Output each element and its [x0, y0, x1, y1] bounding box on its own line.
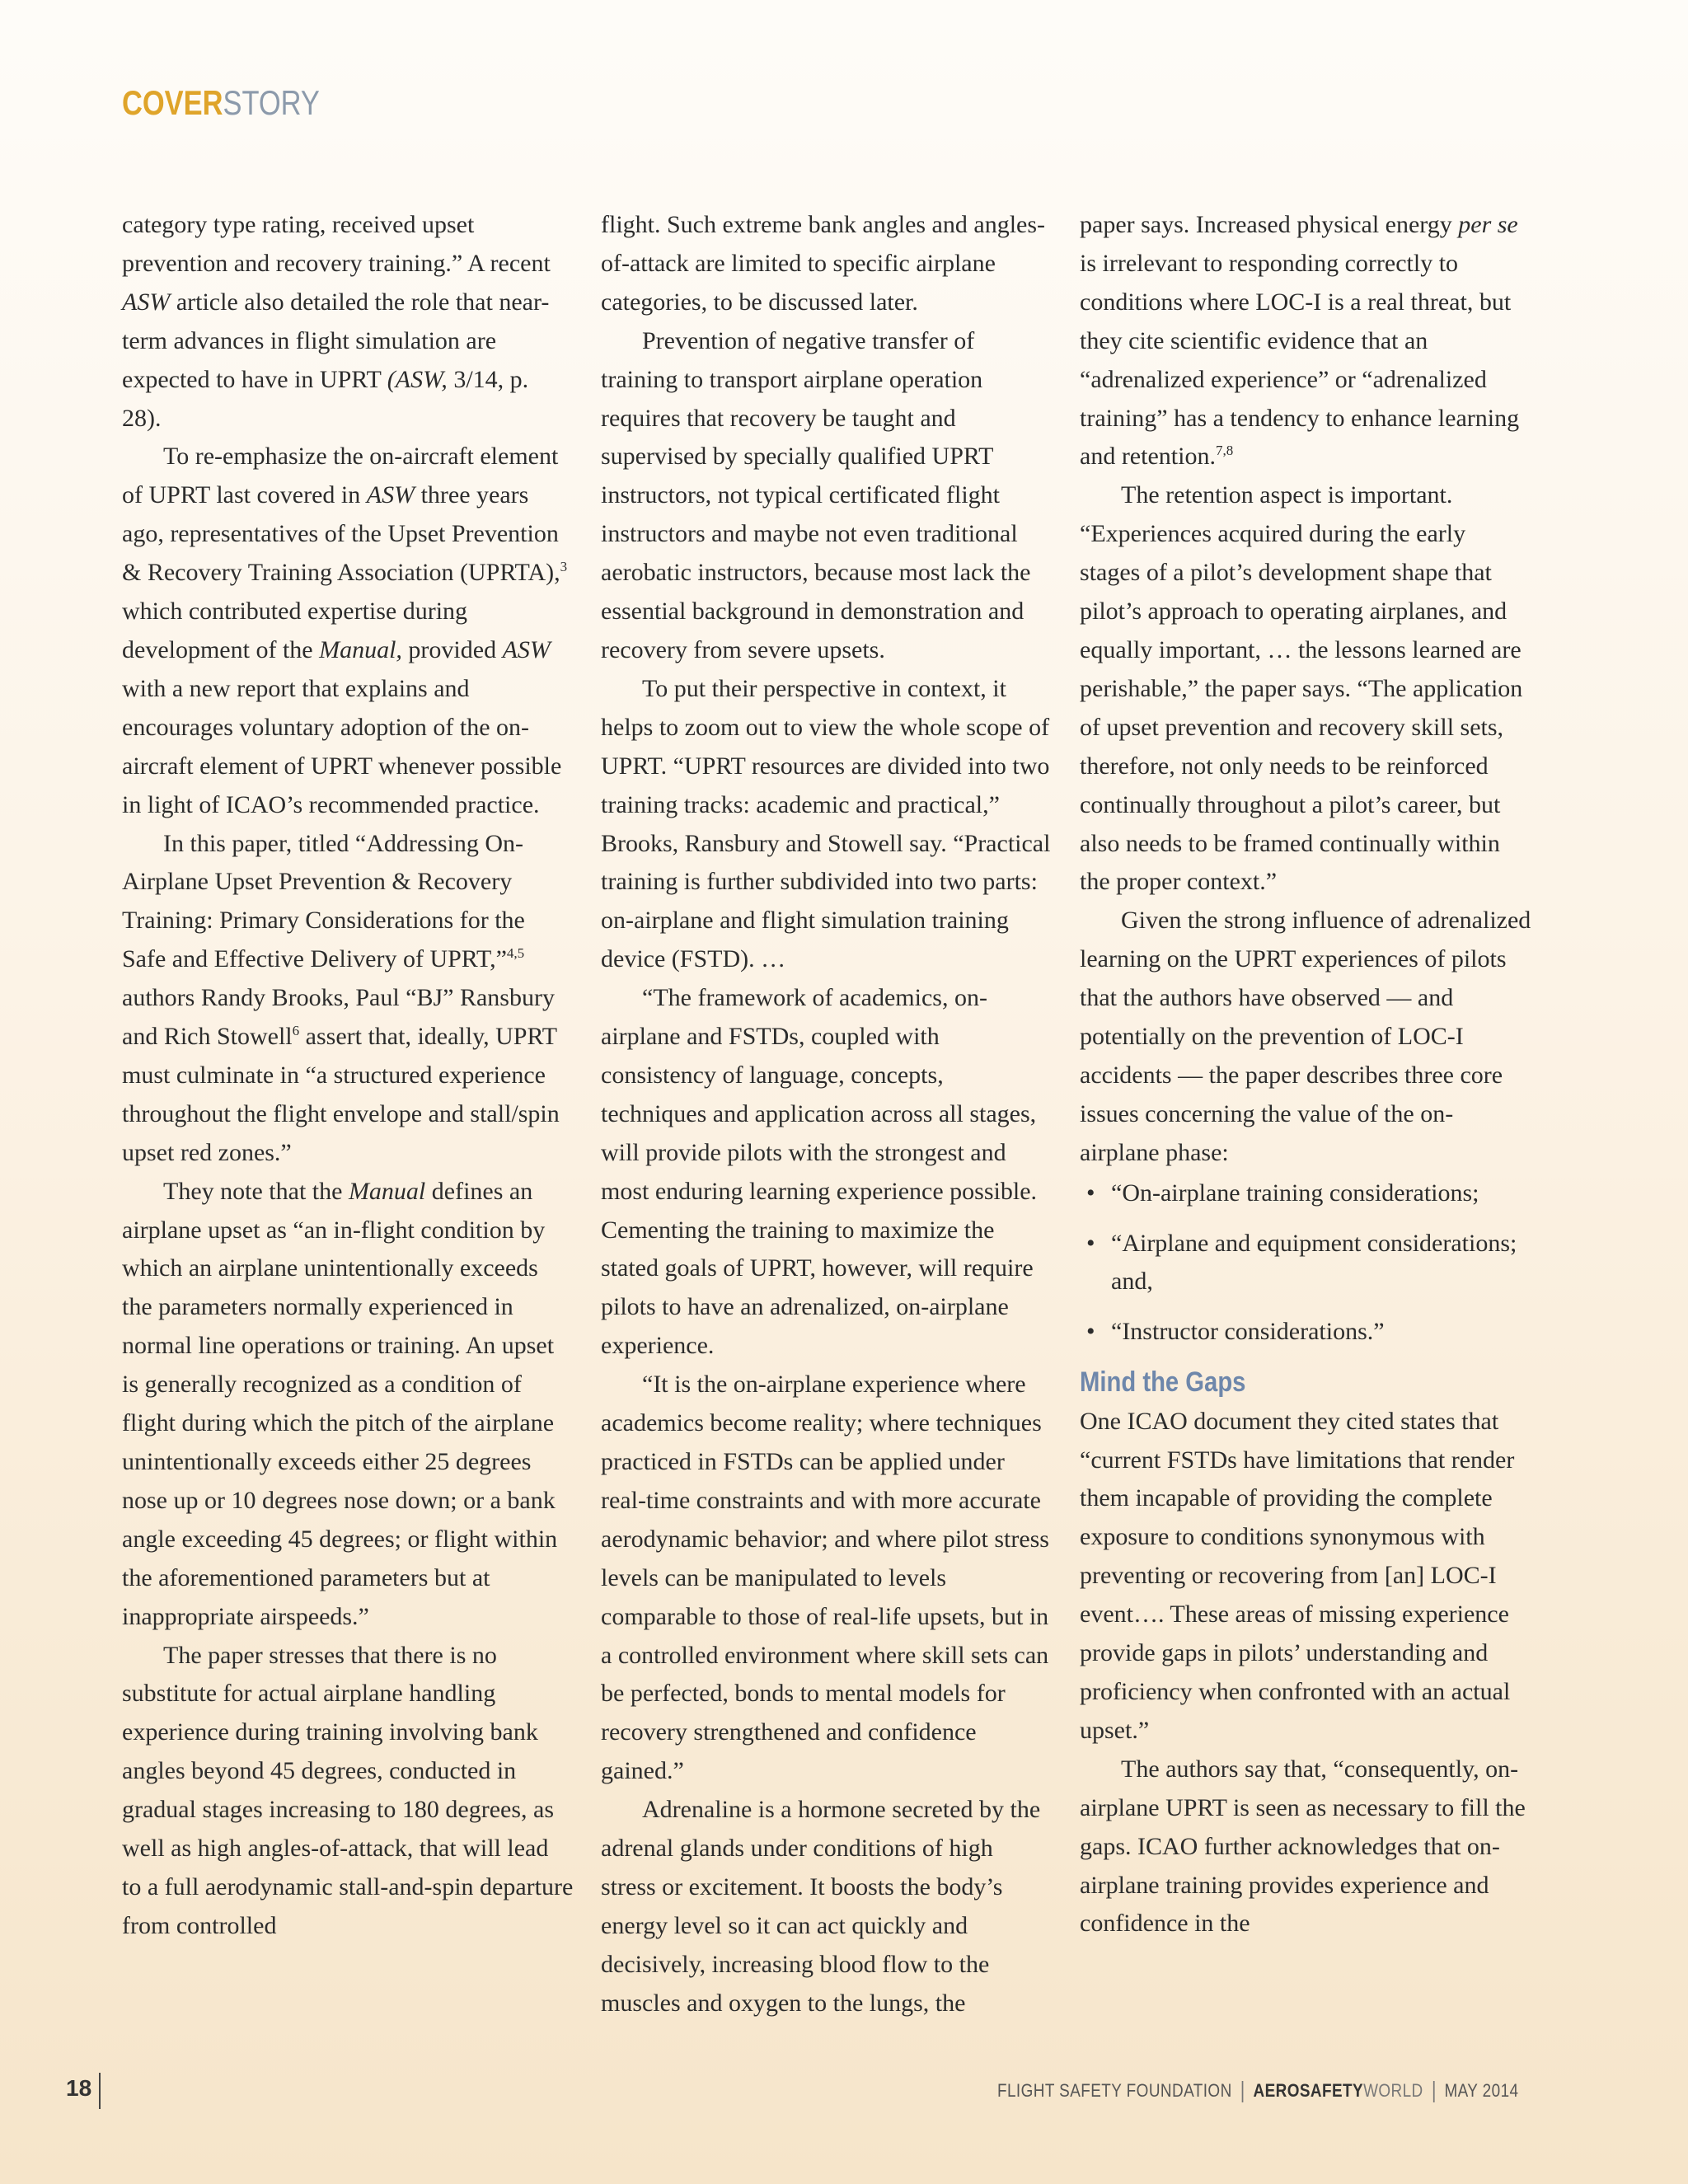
- article-column-3: [1080, 206, 1531, 1943]
- paragraph: paper says. Increased physical energy per se is irrelevant to responding correctly to conditions where LOC-I is a real threat, but they cite scientific evidence that an “adrenalized experience” or “adrenalized training” has a tendency to enhance learning and retention.$^{7,8}$: [1080, 211, 1520, 471]
- article-column-1: [122, 206, 574, 1946]
- footnote-ref: 3: [560, 559, 568, 575]
- list-item: • “Instructor considerations.”: [1111, 1313, 1531, 1351]
- footer-magazine-light: WORLD: [1362, 2080, 1423, 2101]
- article-column-2: [601, 206, 1053, 2023]
- footnote-ref: 6: [292, 1023, 300, 1039]
- paragraph: The retention aspect is important. “Experiences acquired during the early stages of a pilot’s development shape that pilot’s approach to operating airplanes, and equally important, … the lessons learned are perishable,” the paper says. “The application of upset prevention and recovery skill sets, therefore, not only needs to be reinforced continually throughout a pilot’s career, but also needs to be framed continually within the proper context.”: [1080, 481, 1523, 896]
- paragraph: “The framework of academics, on-airplane and FSTDs, coupled with consistency of language, concepts, techniques and application across all stages, will provide pilots with the strongest and most enduring learning experience possible. Cementing the training to maximize the stated goals of UPRT, however, will require pilots to have an adrenalized, on-airplane experience.: [601, 984, 1038, 1360]
- paragraph: In this paper, titled “Addressing On-Airplane Upset Prevention & Recovery Training: Primary Considerations for the Safe and Effective Delivery of UPRT,”$^{4,5}$ authors Randy Brooks, Paul “BJ” Ransbury and Rich Stowell$^6$ assert that, ideally, UPRT must culminate in “a structured experience throughout the flight envelope and stall/spin upset red zones.”: [122, 829, 560, 1166]
- section-tag-rest: STORY: [223, 83, 320, 122]
- paragraph: Prevention of negative transfer of training to transport airplane operation requires that recovery be taught and supervised by specially qualified UPRT instructors, not typical certificated flight instructors and maybe not even traditional aerobatic instructors, because most lack the essential background in demonstration and recovery from severe upsets.: [601, 326, 1031, 663]
- page-number: 18: [66, 2075, 92, 2101]
- bullet-list: [1080, 1174, 1531, 1351]
- footnote-ref: 4,5: [506, 945, 525, 962]
- paragraph: “It is the on-airplane experience where academics become reality; where techniques practiced in FSTDs can be applied under real-time constraints and with more accurate aerodynamic behavior; and where pilot stress levels can be manipulated to levels comparable to those of real-life upsets, but in a controlled environment where skill sets can be perfected, bonds to mental models for recovery strengthened and confidence gained.”: [601, 1371, 1049, 1785]
- paragraph: To put their perspective in context, it helps to zoom out to view the whole scope of UPRT. “UPRT resources are divided into two training tracks: academic and practical,” Brooks, Ransbury and Stowell say. “Practical training is further subdivided into two parts: on-airplane and flight simulation training device (FSTD). …: [601, 674, 1051, 973]
- running-footer: [996, 2080, 1518, 2102]
- subheading: Mind the Gaps: [1080, 1366, 1246, 1398]
- footer-magazine-bold: AEROSAFETY: [1252, 2080, 1363, 2101]
- footer-divider: [1432, 2081, 1434, 2102]
- footnote-ref: 7,8: [1215, 443, 1234, 459]
- paragraph: The paper stresses that there is no substitute for actual airplane handling experience during training involving bank angles beyond 45 degrees, conducted in gradual stages increasing to 180 degrees, as well as high angles-of-attack, that will lead to a full aerodynamic stall-and-spin departure from controlled: [122, 1641, 574, 1939]
- paragraph: flight. Such extreme bank angles and angles-of-attack are limited to specific airplane categories, to be discussed later.: [601, 211, 1046, 316]
- footer-issue: MAY 2014: [1443, 2080, 1518, 2101]
- paragraph: category type rating, received upset prevention and recovery training.” A recent ASW article also detailed the role that near-term advances in flight simulation are expected to have in UPRT (ASW, 3/14, p. 28).: [122, 211, 551, 432]
- paragraph: Adrenaline is a hormone secreted by the adrenal glands under conditions of high stress or excitement. It boosts the body’s energy level so it can act quickly and decisively, increasing blood flow to the muscles and oxygen to the lungs, the: [601, 1796, 1041, 2017]
- footer-divider: [1241, 2081, 1243, 2102]
- paragraph: The authors say that, “consequently, on-airplane UPRT is seen as necessary to fill the gaps. ICAO further acknowledges that on-airplane training provides experience and confidence in the: [1080, 1755, 1526, 1938]
- footer-org: FLIGHT SAFETY FOUNDATION: [996, 2080, 1232, 2101]
- paragraph: Given the strong influence of adrenalized learning on the UPRT experiences of pilots that the authors have observed — and potentially on the prevention of LOC-I accidents — the paper describes three core issues concerning the value of the on-airplane phase:: [1080, 907, 1531, 1166]
- page-number-rule: [99, 2073, 101, 2109]
- section-tag-accent: COVER: [122, 83, 223, 122]
- list-item: • “On-airplane training considerations;: [1111, 1174, 1531, 1212]
- paragraph: They note that the Manual defines an airplane upset as “an in-flight condition by which an airplane unintentionally exceeds the parameters normally experienced in normal line operations or training. An upset is generally recognized as a condition of flight during which the pitch of the airplane unintentionally exceeds either 25 degrees nose up or 10 degrees nose down; or a bank angle exceeding 45 degrees; or flight within the aforementioned parameters but at inappropriate airspeeds.”: [122, 1177, 558, 1630]
- section-tag: [122, 83, 320, 122]
- list-item: • “Airplane and equipment considerations; and,: [1111, 1225, 1531, 1301]
- paragraph: To re-emphasize the on-aircraft element of UPRT last covered in ASW three years ago, representatives of the Upset Prevention & Recovery Training Association (UPRTA),$^3$ which contributed expertise during development of the Manual, provided ASW with a new report that explains and encourages voluntary adoption of the on-aircraft element of UPRT whenever possible in light of ICAO’s recommended practice.: [122, 443, 568, 818]
- paragraph: One ICAO document they cited states that “current FSTDs have limitations that render them incapable of providing the complete exposure to conditions synonymous with preventing or recovering from [an] LOC-I event…. These areas of missing experience provide gaps in pilots’ understanding and proficiency when confronted with an actual upset.”: [1080, 1407, 1515, 1744]
